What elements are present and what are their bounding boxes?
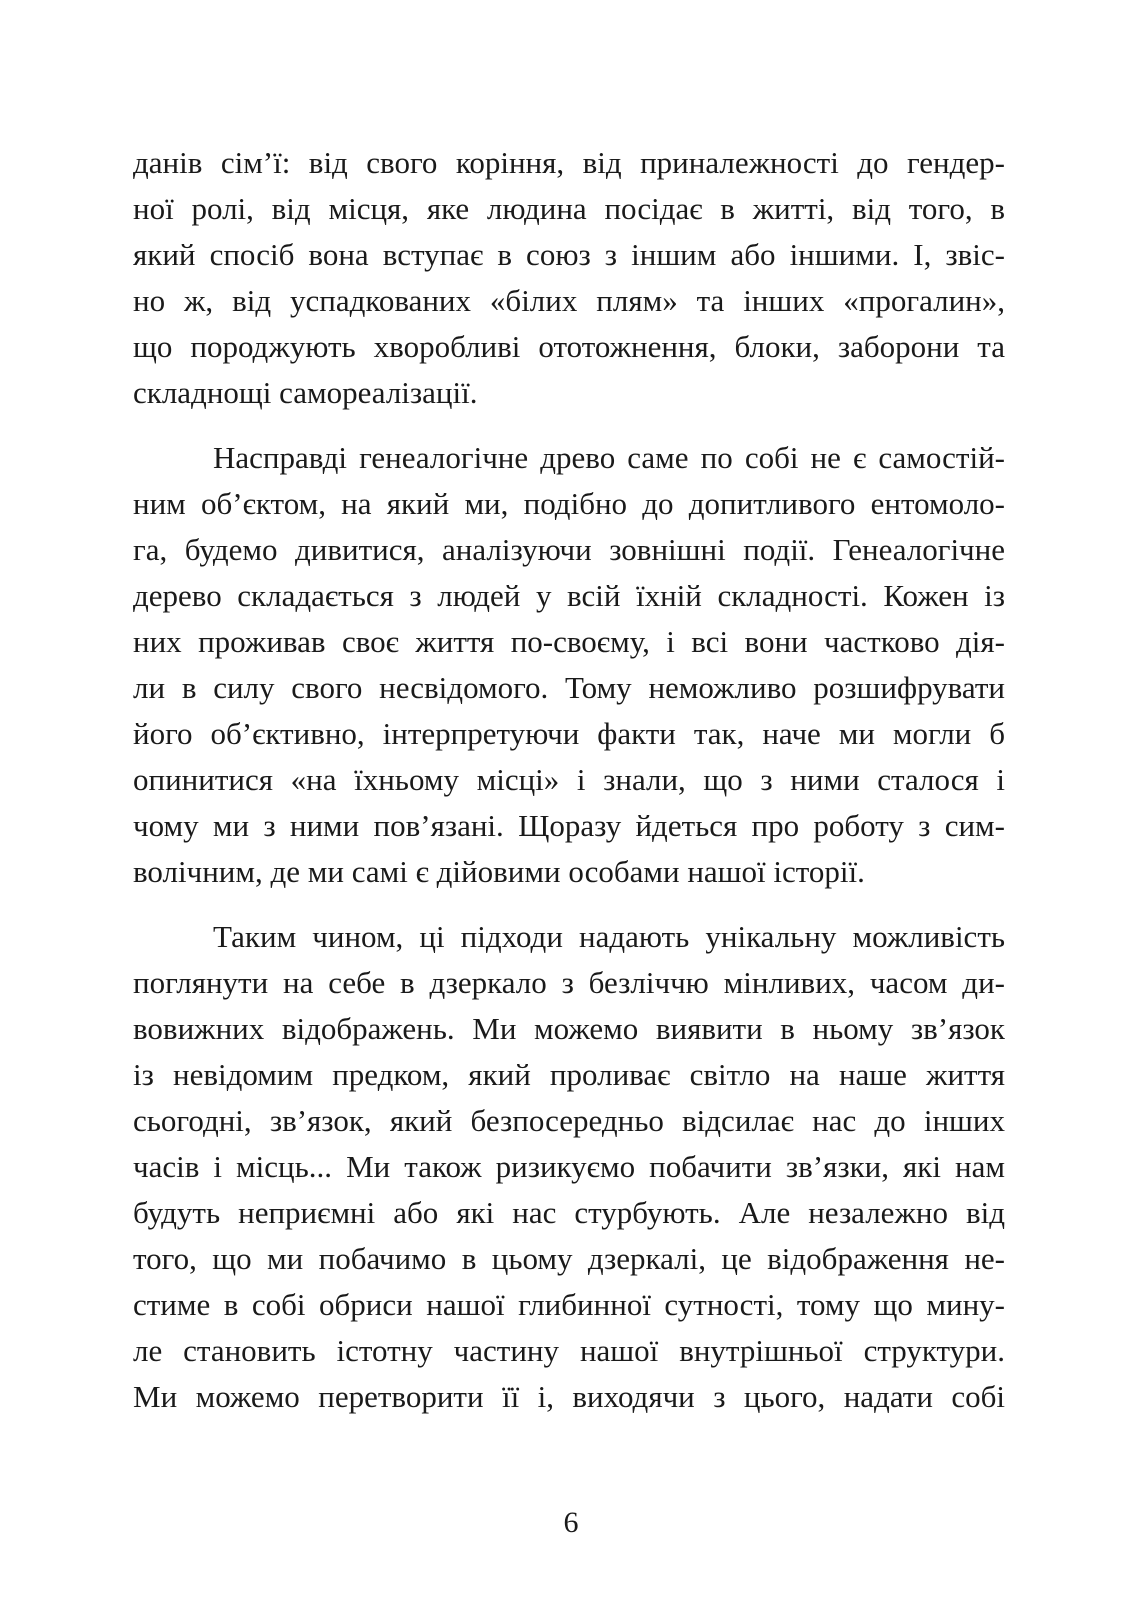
text-line: із невідомим предком, який проливає світло на наше життя xyxy=(133,1057,1005,1092)
text-line: га, будемо дивитися, аналізуючи зовнішні події. Генеалогічне xyxy=(133,532,1005,567)
text-line: вовижних відображень. Ми можемо виявити в ньому зв’язок xyxy=(133,1011,1005,1046)
text-line: його об’єктивно, інтерпретуючи факти так, наче ми могли б xyxy=(133,716,1005,751)
page-number: 6 xyxy=(563,1506,579,1539)
text-line: стиме в собі обриси нашої глибинної сутності, тому що мину- xyxy=(133,1287,1005,1322)
text-line: данів сім’ї: від свого коріння, від приналежності до гендер- xyxy=(133,145,1005,180)
text-line: чому ми з ними пов’язані. Щоразу йдеться про роботу з сим- xyxy=(133,808,1005,843)
text-line: ле становить істотну частину нашої внутрішньої структури. xyxy=(133,1333,1005,1368)
text-line: сьогодні, зв’язок, який безпосередньо відсилає нас до інших xyxy=(133,1103,1005,1138)
text-line: волічним, де ми самі є дійовими особами нашої історії. xyxy=(133,854,865,889)
text-line: будуть неприємні або які нас стурбують. Але незалежно від xyxy=(133,1195,1005,1230)
paragraph-gap xyxy=(133,895,1005,914)
text-line: дерево складається з людей у всій їхній складності. Кожен із xyxy=(133,578,1005,613)
text-line: що породжують хворобливі ототожнення, блоки, заборони та xyxy=(133,329,1005,364)
text-line: Ми можемо перетворити її і, виходячи з цього, надати собі xyxy=(133,1379,1005,1414)
paragraph xyxy=(133,914,1005,1420)
text-line: ним об’єктом, на який ми, подібно до допитливого ентомоло- xyxy=(133,486,1005,521)
text-line: поглянути на себе в дзеркало з безліччю мінливих, часом ди- xyxy=(133,965,1005,1000)
body-text xyxy=(133,140,1005,1420)
text-line: Таким чином, ці підходи надають унікальну можливість xyxy=(213,919,1005,954)
text-line: опинитися «на їхньому місці» і знали, що з ними сталося і xyxy=(133,762,1005,797)
text-line: ної ролі, від місця, яке людина посідає в житті, від того, в xyxy=(133,191,1005,226)
text-line: ли в силу свого несвідомого. Тому неможливо розшифрувати xyxy=(133,670,1005,705)
text-line: того, що ми побачимо в цьому дзеркалі, це відображення не- xyxy=(133,1241,1005,1276)
text-line: но ж, від успадкованих «білих плям» та інших «прогалин», xyxy=(133,283,1005,318)
text-line: який спосіб вона вступає в союз з іншим або іншими. І, звіс- xyxy=(133,237,1005,272)
text-line: часів і місць... Ми також ризикуємо побачити зв’язки, які нам xyxy=(133,1149,1005,1184)
text-line: них проживав своє життя по-своєму, і всі вони частково дія- xyxy=(133,624,1005,659)
paragraph xyxy=(133,140,1005,416)
paragraph xyxy=(133,435,1005,895)
paragraph-gap xyxy=(133,416,1005,435)
text-line: Насправді генеалогічне древо саме по собі не є самостій- xyxy=(213,440,1005,475)
text-line: складнощі самореалізації. xyxy=(133,375,478,410)
